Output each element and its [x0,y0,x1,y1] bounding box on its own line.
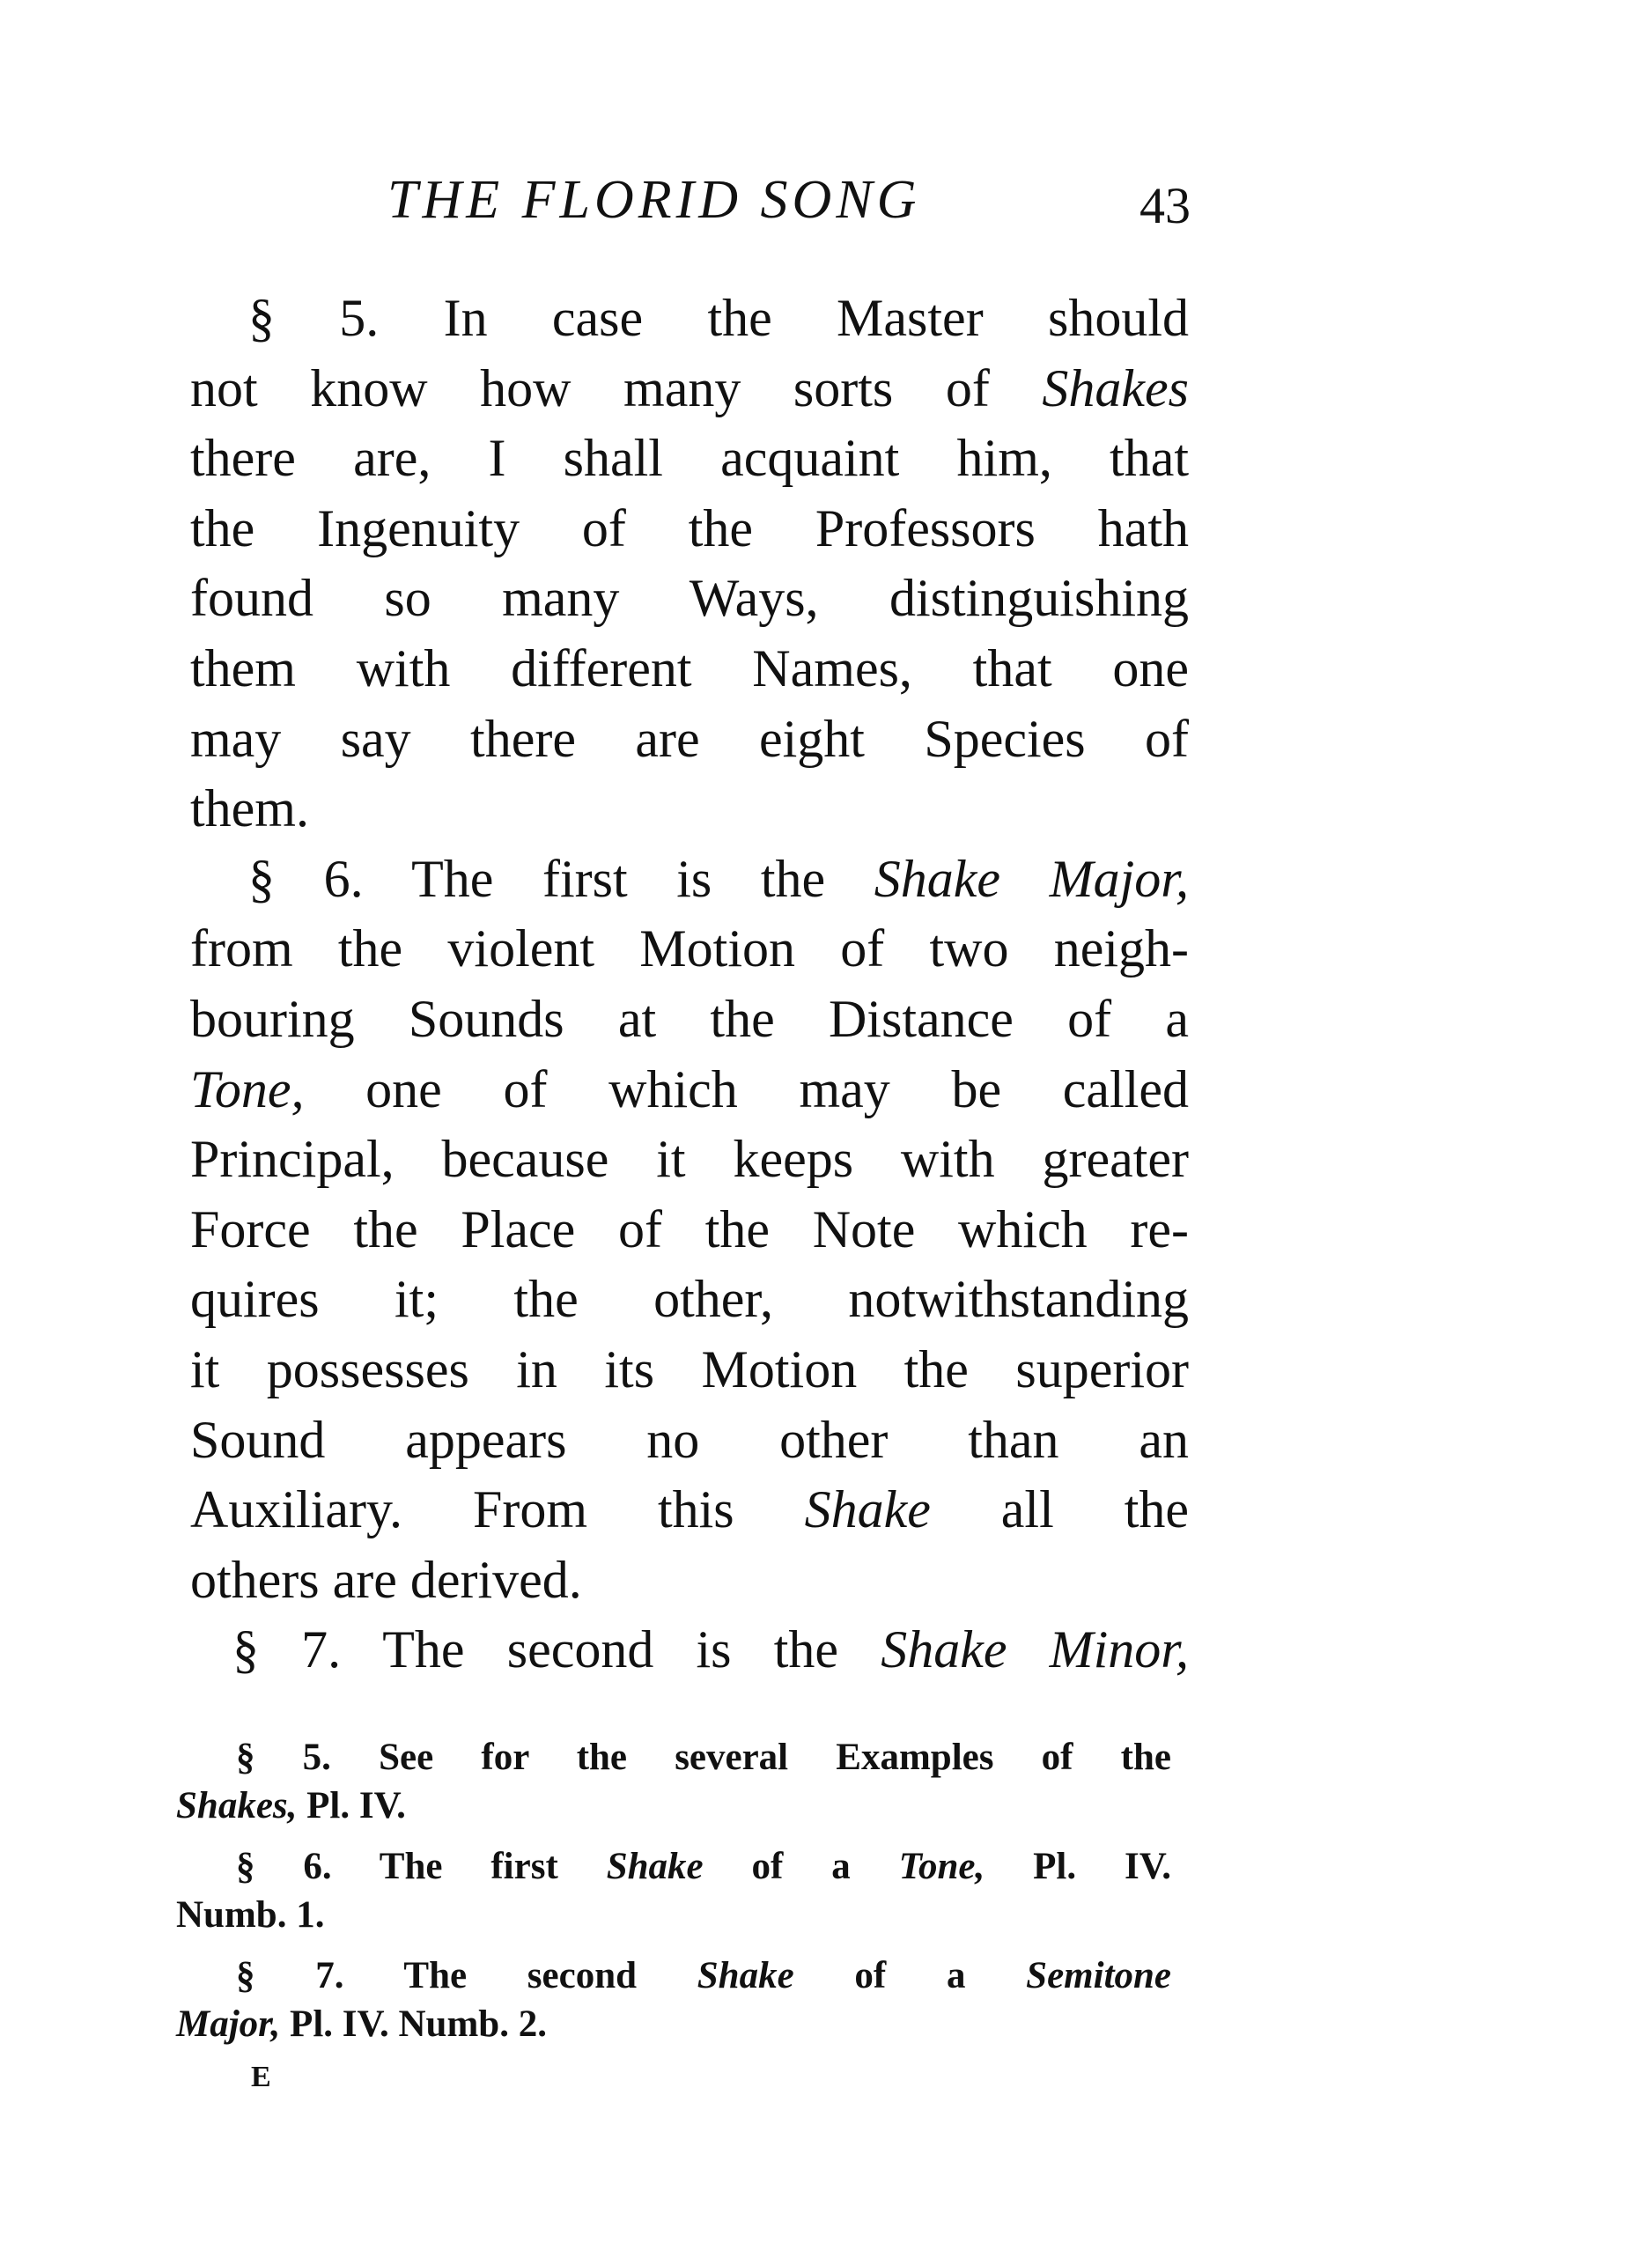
text-segment: Pl. IV. [297,1785,406,1826]
text-segment: § 6. The first [236,1846,607,1887]
footnotes [176,1733,1171,2061]
footnote-line [176,2000,1171,2048]
text-segment: one of which may be called [304,1059,1189,1118]
text-line [190,985,1189,1055]
text-segment: from the violent Motion of two neigh- [190,919,1189,978]
running-title: THE FLORID SONG [387,170,921,230]
page-header [387,169,1198,240]
text-line [190,914,1189,985]
text-line [190,1265,1189,1335]
italic-text: Semitone [1026,1955,1172,1996]
text-line [190,1125,1189,1195]
text-segment: Numb. 1. [176,1894,325,1936]
text-segment: not know how many sorts of [190,358,1043,417]
italic-text: Shake Minor, [881,1620,1189,1679]
page-number: 43 [1139,177,1191,234]
text-line [190,284,1189,354]
text-segment: found so many Ways, distinguishing [190,569,1189,628]
text-line [190,494,1189,564]
body-text [190,284,1189,1686]
text-segment: § 5. In case the Master should [248,289,1189,347]
text-segment: of a [703,1846,899,1887]
text-segment: Auxiliary. From this [190,1480,805,1539]
text-line [190,1475,1189,1546]
footnote-line [176,1782,1171,1830]
text-segment: Pl. IV. [985,1846,1172,1887]
text-segment: Principal, because it keeps with greater [190,1130,1189,1189]
footnote [176,1842,1171,1939]
italic-text: Major, [176,2003,281,2045]
italic-text: Shake [697,1955,794,1996]
text-line [190,354,1189,424]
footnote [176,1951,1171,2048]
text-segment: may say there are eight Species of [190,709,1189,768]
text-line [190,564,1189,634]
text-line [190,1055,1189,1125]
italic-text: Shake [804,1480,931,1539]
text-segment: bouring Sounds at the Distance of a [190,989,1189,1048]
text-line [190,1335,1189,1405]
text-segment: quires it; the other, notwithstanding [190,1270,1189,1329]
text-segment: others are derived. [190,1550,582,1609]
text-segment: § 6. The first is the [248,849,874,908]
text-segment: there are, I shall acquaint him, that [190,429,1189,488]
text-line [190,634,1189,705]
text-segment: all the [930,1480,1189,1539]
text-line [190,705,1189,775]
text-line [190,1195,1189,1265]
italic-text: Shakes, [176,1785,298,1826]
text-line [190,1405,1189,1476]
text-segment: Sound appears no other than an [190,1410,1189,1469]
text-segment: them with different Names, that one [190,638,1189,697]
signature-mark: E [251,2061,271,2093]
text-segment: of a [793,1955,1027,1996]
italic-text: Shake [606,1846,704,1887]
text-segment: them. [190,779,309,838]
footnote-line [176,1733,1171,1782]
italic-text: Shake Major, [874,849,1189,908]
text-segment: § 7. The second is the [232,1620,881,1679]
footnote [176,1733,1171,1830]
text-line [190,1546,1189,1616]
italic-text: Tone, [898,1846,985,1887]
text-line [190,1615,1189,1686]
footnote-line [176,1891,1171,1939]
text-line [190,424,1189,494]
text-segment: § 5. See for the several Examples of the [236,1737,1171,1778]
text-segment: § 7. The second [236,1955,697,1996]
text-segment: it possesses in its Motion the superior [190,1339,1189,1398]
text-line [190,774,1189,845]
italic-text: Shakes [1042,358,1189,417]
text-segment: Pl. IV. Numb. 2. [280,2003,547,2045]
text-line [190,845,1189,915]
italic-text: Tone, [190,1059,305,1118]
footnote-line [176,1951,1171,2000]
footnote-line [176,1842,1171,1891]
text-segment: the Ingenuity of the Professors hath [190,498,1189,557]
text-segment: Force the Place of the Note which re- [190,1199,1189,1258]
